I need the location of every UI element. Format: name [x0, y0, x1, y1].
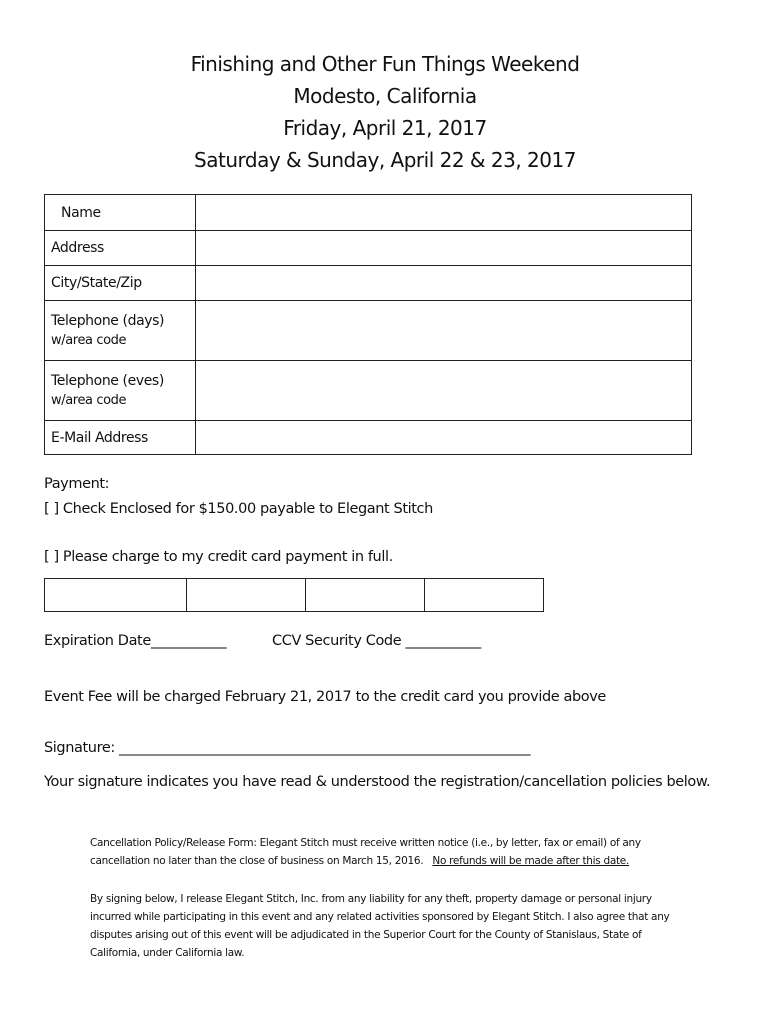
event-header: [0, 48, 770, 176]
event-date-friday: Friday, April 21, 2017: [283, 116, 487, 140]
tel-days-label-cell: [45, 301, 196, 361]
card-number-box-4[interactable]: [425, 579, 543, 611]
registrant-info-table: [44, 194, 692, 455]
email-field[interactable]: [196, 421, 692, 455]
tel-eves-label: Telephone (eves): [51, 373, 164, 389]
event-date-weekend: Saturday & Sunday, April 22 & 23, 2017: [194, 148, 576, 172]
city-state-zip-field[interactable]: [196, 266, 692, 301]
cancellation-policy-text: Cancellation Policy/Release Form: Elegant Stitch must receive written notice (i.e., by letter, fax or email) of any cancellation no later than the close of business on March 15, 2016.: [90, 837, 641, 867]
event-location: Modesto, California: [293, 84, 477, 108]
event-title: Finishing and Other Fun Things Weekend: [190, 52, 580, 76]
email-row: [45, 421, 692, 455]
address-row: [45, 231, 692, 266]
card-number-box-1[interactable]: [45, 579, 187, 611]
city-row: [45, 266, 692, 301]
release-statement: By signing below, I release Elegant Stitch, Inc. from any liability for any theft, property damage or personal injury incurred while participating in this event and any related activities sponsored by Elegant Stitch. I also agree that any disputes arising out of this event will be adjudicated in the Superior Court for the County of Stanislaus, State of California, under California law.: [90, 893, 670, 959]
tel-eves-row: [45, 361, 692, 421]
payment-heading: Payment:: [44, 476, 110, 492]
cancellation-policy: [90, 834, 690, 870]
city-state-zip-label: City/State/Zip: [45, 266, 196, 301]
credit-card-number-boxes: [44, 578, 544, 612]
tel-eves-field[interactable]: [196, 361, 692, 421]
check-option[interactable]: [ ] Check Enclosed for $150.00 payable to Elegant Stitch: [44, 501, 433, 517]
email-label: E-Mail Address: [45, 421, 196, 455]
name-row: [45, 195, 692, 231]
name-label: Name: [45, 195, 196, 231]
tel-eves-sublabel: w/area code: [51, 393, 127, 408]
ccv-field[interactable]: CCV Security Code ___________: [272, 633, 481, 649]
signature-field[interactable]: Signature: ____________________________________________________________: [44, 740, 531, 756]
event-fee-note: Event Fee will be charged February 21, 2017 to the credit card you provide above: [44, 689, 606, 705]
card-number-box-2[interactable]: [187, 579, 306, 611]
card-number-box-3[interactable]: [306, 579, 425, 611]
no-refunds-notice: No refunds will be made after this date.: [432, 855, 630, 867]
credit-card-option[interactable]: [ ] Please charge to my credit card payment in full.: [44, 549, 393, 565]
tel-days-field[interactable]: [196, 301, 692, 361]
tel-days-sublabel: w/area code: [51, 333, 127, 348]
signature-note: Your signature indicates you have read & understood the registration/cancellation policies below.: [44, 774, 711, 790]
name-field[interactable]: [196, 195, 692, 231]
tel-eves-label-cell: [45, 361, 196, 421]
address-label: Address: [45, 231, 196, 266]
tel-days-row: [45, 301, 692, 361]
address-field[interactable]: [196, 231, 692, 266]
tel-days-label: Telephone (days): [51, 313, 165, 329]
expiration-date-field[interactable]: Expiration Date___________: [44, 633, 227, 649]
